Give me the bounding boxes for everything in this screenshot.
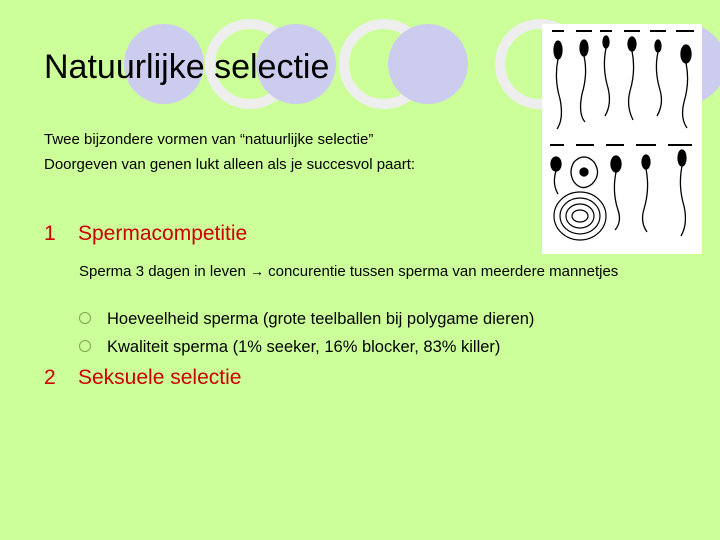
point-label-1: Spermacompetitie <box>78 222 248 245</box>
intro-line-1: Twee bijzondere vormen van “natuurlijke selectie” <box>44 131 374 148</box>
point-seksuele-selectie <box>44 366 241 390</box>
point-spermacompetitie <box>44 222 247 246</box>
ring-bullet-icon <box>79 312 91 324</box>
detail-after-arrow: concurentie tussen sperma van meerdere mannetjes <box>268 263 619 280</box>
detail-before-arrow: Sperma 3 dagen in leven <box>79 263 246 280</box>
sub-bullet-1 <box>79 310 534 329</box>
intro-text <box>44 127 415 177</box>
sub-bullet-text-2: Kwaliteit sperma (1% seeker, 16% blocker, 83% killer) <box>107 338 501 356</box>
ring-bullet-icon <box>79 340 91 352</box>
point-number-2: 2 <box>44 366 56 389</box>
intro-line-2: Doorgeven van genen lukt alleen als je succesvol paart: <box>44 156 416 173</box>
slide-title: Natuurlijke selectie <box>44 48 330 86</box>
arrow-right-icon: → <box>249 263 264 279</box>
deco-circle-filled-3 <box>388 24 468 104</box>
point-number-1: 1 <box>44 222 56 245</box>
detail-text <box>79 262 679 281</box>
sperm-illustration <box>542 24 702 254</box>
point-label-2: Seksuele selectie <box>78 366 242 389</box>
sub-bullet-2 <box>79 338 500 357</box>
sub-bullet-text-1: Hoeveelheid sperma (grote teelballen bij polygame dieren) <box>107 310 535 328</box>
